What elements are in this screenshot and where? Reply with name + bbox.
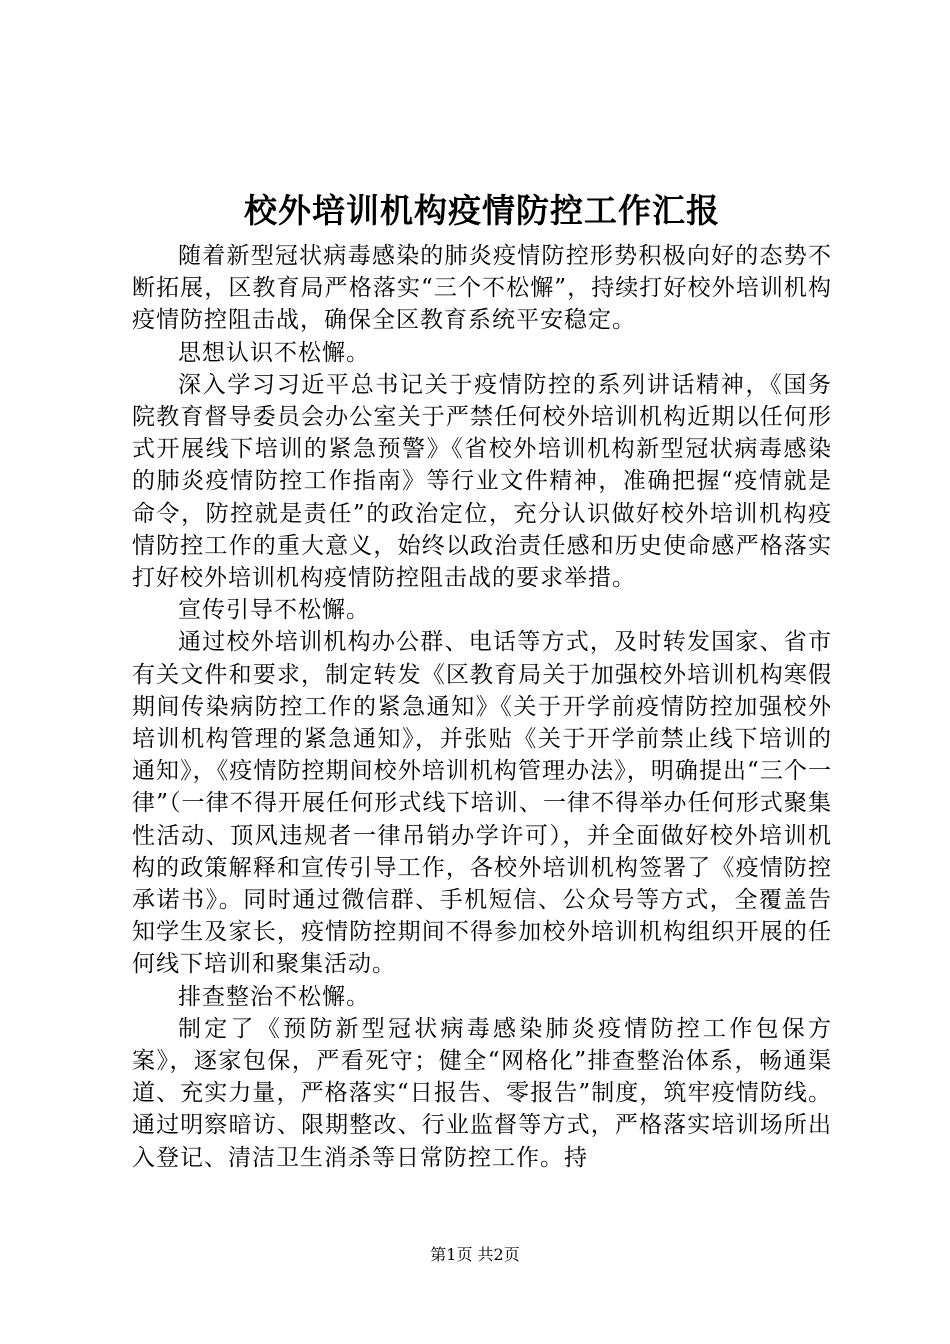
intro-paragraph: 随着新型冠状病毒感染的肺炎疫情防控形势积极向好的态势不断拓展，区教育局严格落实“三个不松懈”，持续打好校外培训机构疫情防控阻击战，确保全区教育系统平安稳定。 — [132, 243, 832, 334]
section-heading-inspection: 排查整治不松懈。 — [178, 983, 370, 1010]
document-title: 校外培训机构疫情防控工作汇报 — [244, 191, 720, 230]
section-heading-thinking: 思想认识不松懈。 — [178, 339, 370, 366]
inspection-paragraph: 制定了《预防新型冠状病毒感染肺炎疫情防控工作包保方案》，逐家包保，严看死守；健全“网格化”排查整治体系，畅通渠道、充实力量，严格落实“日报告、零报告”制度，筑牢疫情防线。通过明察暗访、限期整改、行业监督等方式，严格落实培训场所出入登记、清洁卫生消杀等日常防控工作。持 — [132, 1015, 832, 1171]
publicity-paragraph: 通过校外培训机构办公群、电话等方式，及时转发国家、省市有关文件和要求，制定转发《区教育局关于加强校外培训机构寒假期间传染病防控工作的紧急通知》《关于开学前疫情防控加强校外培训机构管理的紧急通知》，并张贴《关于开学前禁止线下培训的通知》，《疫情防控期间校外培训机构管理办法》，明确提出“三个一律”（一律不得开展任何形式线下培训、一律不得举办任何形式聚集性活动、顶风违规者一律吊销办学许可），并全面做好校外培训机构的政策解释和宣传引导工作，各校外培训机构签署了《疫情防控承诺书》。同时通过微信群、手机短信、公众号等方式，全覆盖告知学生及家长，疫情防控期间不得参加校外培训机构组织开展的任何线下培训和聚集活动。 — [132, 629, 832, 978]
document-content — [132, 188, 832, 1174]
thinking-paragraph: 深入学习习近平总书记关于疫情防控的系列讲话精神，《国务院教育督导委员会办公室关于严禁任何校外培训机构近期以任何形式开展线下培训的紧急预警》《省校外培训机构新型冠状病毒感染的肺炎疫情防控工作指南》等行业文件精神，准确把握“疫情就是命令，防控就是责任”的政治定位，充分认识做好校外培训机构疫情防控工作的重大意义，始终以政治责任感和历史使命感严格落实打好校外培训机构疫情防控阻击战的要求举措。 — [132, 371, 832, 592]
page-footer: 第1页 共2页 — [430, 1245, 520, 1264]
section-heading-publicity: 宣传引导不松懈。 — [178, 597, 370, 624]
